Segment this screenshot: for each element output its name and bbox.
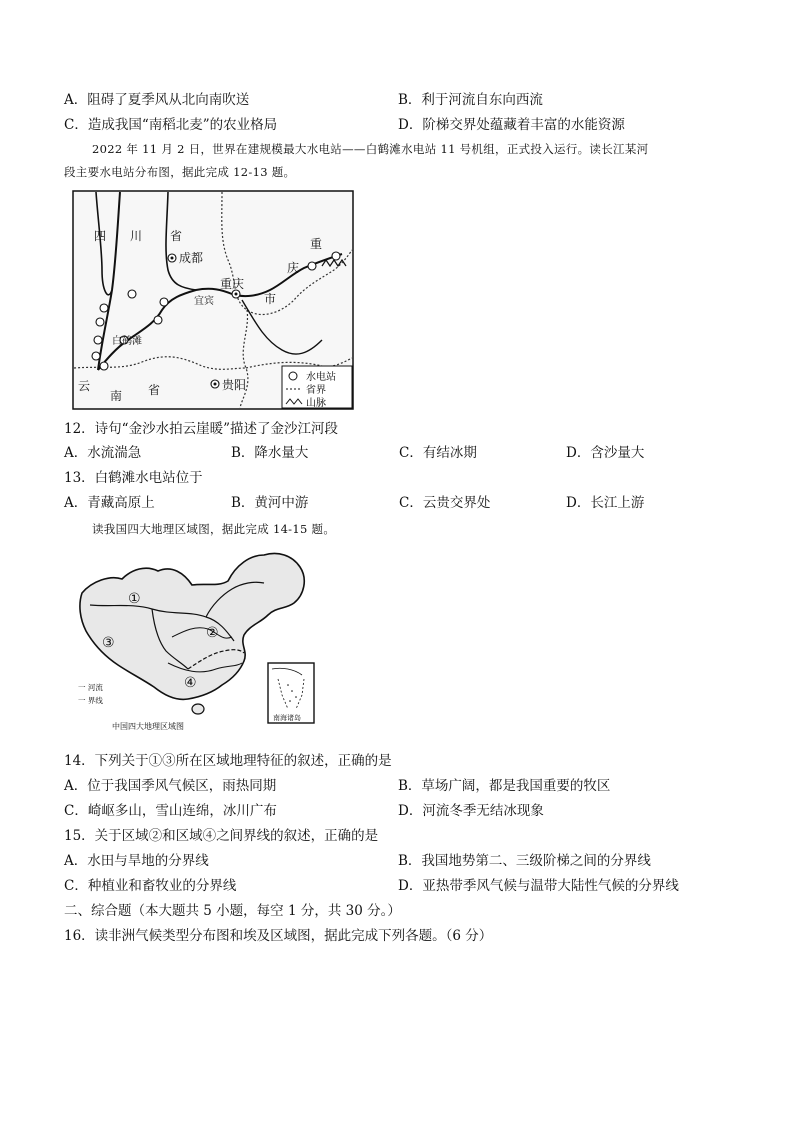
label-yunnan: 南 <box>110 389 123 403</box>
q11-option-c: C．造成我国“南稻北麦”的农业格局 <box>64 117 278 133</box>
hydropower-station-icon <box>94 336 102 344</box>
q11-option-d: D．阶梯交界处蕴藏着丰富的水能资源 <box>398 117 625 133</box>
label-chongqing-city: 重庆 <box>220 277 245 291</box>
inset-caption: 南海诸岛 <box>273 714 301 722</box>
south-sea-inset <box>268 663 314 723</box>
hydropower-station-icon <box>92 352 100 360</box>
q13-option-b: B．黄河中游 <box>231 495 309 511</box>
q12-option-b: B．降水量大 <box>231 445 309 461</box>
q15-option-a: A．水田与旱地的分界线 <box>64 853 209 869</box>
hydropower-station-icon <box>289 372 297 380</box>
intro-12-13-line1: 2022 年 11 月 2 日，世界在建规模最大水电站——白鹤滩水电站 11 号机组，正式投入运行。读长江某河 <box>92 142 649 156</box>
q14-option-b: B．草场广阔，都是我国重要的牧区 <box>398 778 611 794</box>
legend-mountain: 山脉 <box>306 398 326 409</box>
legend-border: 省界 <box>306 385 326 396</box>
q14-option-c: C．崎岖多山，雪山连绵，冰川广布 <box>64 803 277 819</box>
q11-option-b: B．利于河流自东向西流 <box>398 92 543 108</box>
hydropower-map <box>72 190 354 410</box>
region-2-label: ② <box>206 625 219 641</box>
q12-stem: 12．诗句“金沙水拍云崖暖”描述了金沙江河段 <box>64 421 338 437</box>
label-yibin: 宜宾 <box>194 296 214 307</box>
q13-option-c: C．云贵交界处 <box>399 495 491 511</box>
label-yunnan: 云 <box>78 379 91 393</box>
hydropower-station-icon <box>308 262 316 270</box>
map2-caption: 中国四大地理区域图 <box>112 722 184 731</box>
q13-stem: 13．白鹤滩水电站位于 <box>64 470 203 486</box>
q14-option-d: D．河流冬季无结冰现象 <box>398 803 544 819</box>
q15-option-b: B．我国地势第二、三级阶梯之间的分界线 <box>398 853 651 869</box>
legend-station: 水电站 <box>306 372 336 383</box>
label-chengdu: 成都 <box>179 251 204 265</box>
q12-option-d: D．含沙量大 <box>566 445 645 461</box>
q15-stem: 15．关于区域②和区域④之间界线的叙述，正确的是 <box>64 828 379 844</box>
hydropower-station-icon <box>160 298 168 306</box>
q12-option-a: A．水流湍急 <box>64 445 142 461</box>
hydropower-station-icon <box>128 290 136 298</box>
q12-option-c: C．有结冰期 <box>399 445 477 461</box>
china-regions-map <box>72 545 324 735</box>
q11-option-a: A．阻碍了夏季风从北向南吹送 <box>64 92 250 108</box>
label-sichuan: 川 <box>130 229 143 243</box>
region-1-label: ① <box>128 591 141 607</box>
label-baihetan: 白鹤滩 <box>112 336 142 347</box>
label-guiyang: 贵阳 <box>222 378 247 392</box>
section-2-heading: 二、综合题（本大题共 5 小题，每空 1 分，共 30 分。） <box>64 903 401 919</box>
hydropower-station-icon <box>100 304 108 312</box>
hydropower-station-icon <box>332 252 340 260</box>
label-chongqing: 庆 <box>287 261 300 275</box>
label-chongqing: 重 <box>310 237 323 251</box>
label-chongqing: 市 <box>264 292 277 306</box>
q15-option-c: C．种植业和畜牧业的分界线 <box>64 878 237 894</box>
region-4-label: ④ <box>184 675 197 691</box>
legend-border: 一 界线 <box>78 696 103 705</box>
q16-stem: 16．读非洲气候类型分布图和埃及区域图，据此完成下列各题。（6 分） <box>64 928 493 944</box>
label-sichuan: 四 <box>94 229 107 243</box>
label-yunnan: 省 <box>148 383 161 397</box>
hydropower-station-icon <box>96 318 104 326</box>
intro-14-15: 读我国四大地理区域图，据此完成 14-15 题。 <box>92 522 336 536</box>
q13-option-d: D．长江上游 <box>566 495 645 511</box>
hydropower-station-icon <box>100 362 108 370</box>
region-3-label: ③ <box>102 635 115 651</box>
map-legend <box>282 366 352 409</box>
hainan-island <box>192 704 204 714</box>
q14-stem: 14．下列关于①③所在区域地理特征的叙述，正确的是 <box>64 753 392 769</box>
label-sichuan: 省 <box>170 229 183 243</box>
q14-option-a: A．位于我国季风气候区，雨热同期 <box>64 778 277 794</box>
hydropower-station-icon <box>154 316 162 324</box>
intro-12-13-line2: 段主要水电站分布图，据此完成 12-13 题。 <box>64 165 296 179</box>
q13-option-a: A．青藏高原上 <box>64 495 155 511</box>
legend-river: 一 河流 <box>78 683 103 692</box>
q15-option-d: D．亚热带季风气候与温带大陆性气候的分界线 <box>398 878 679 894</box>
